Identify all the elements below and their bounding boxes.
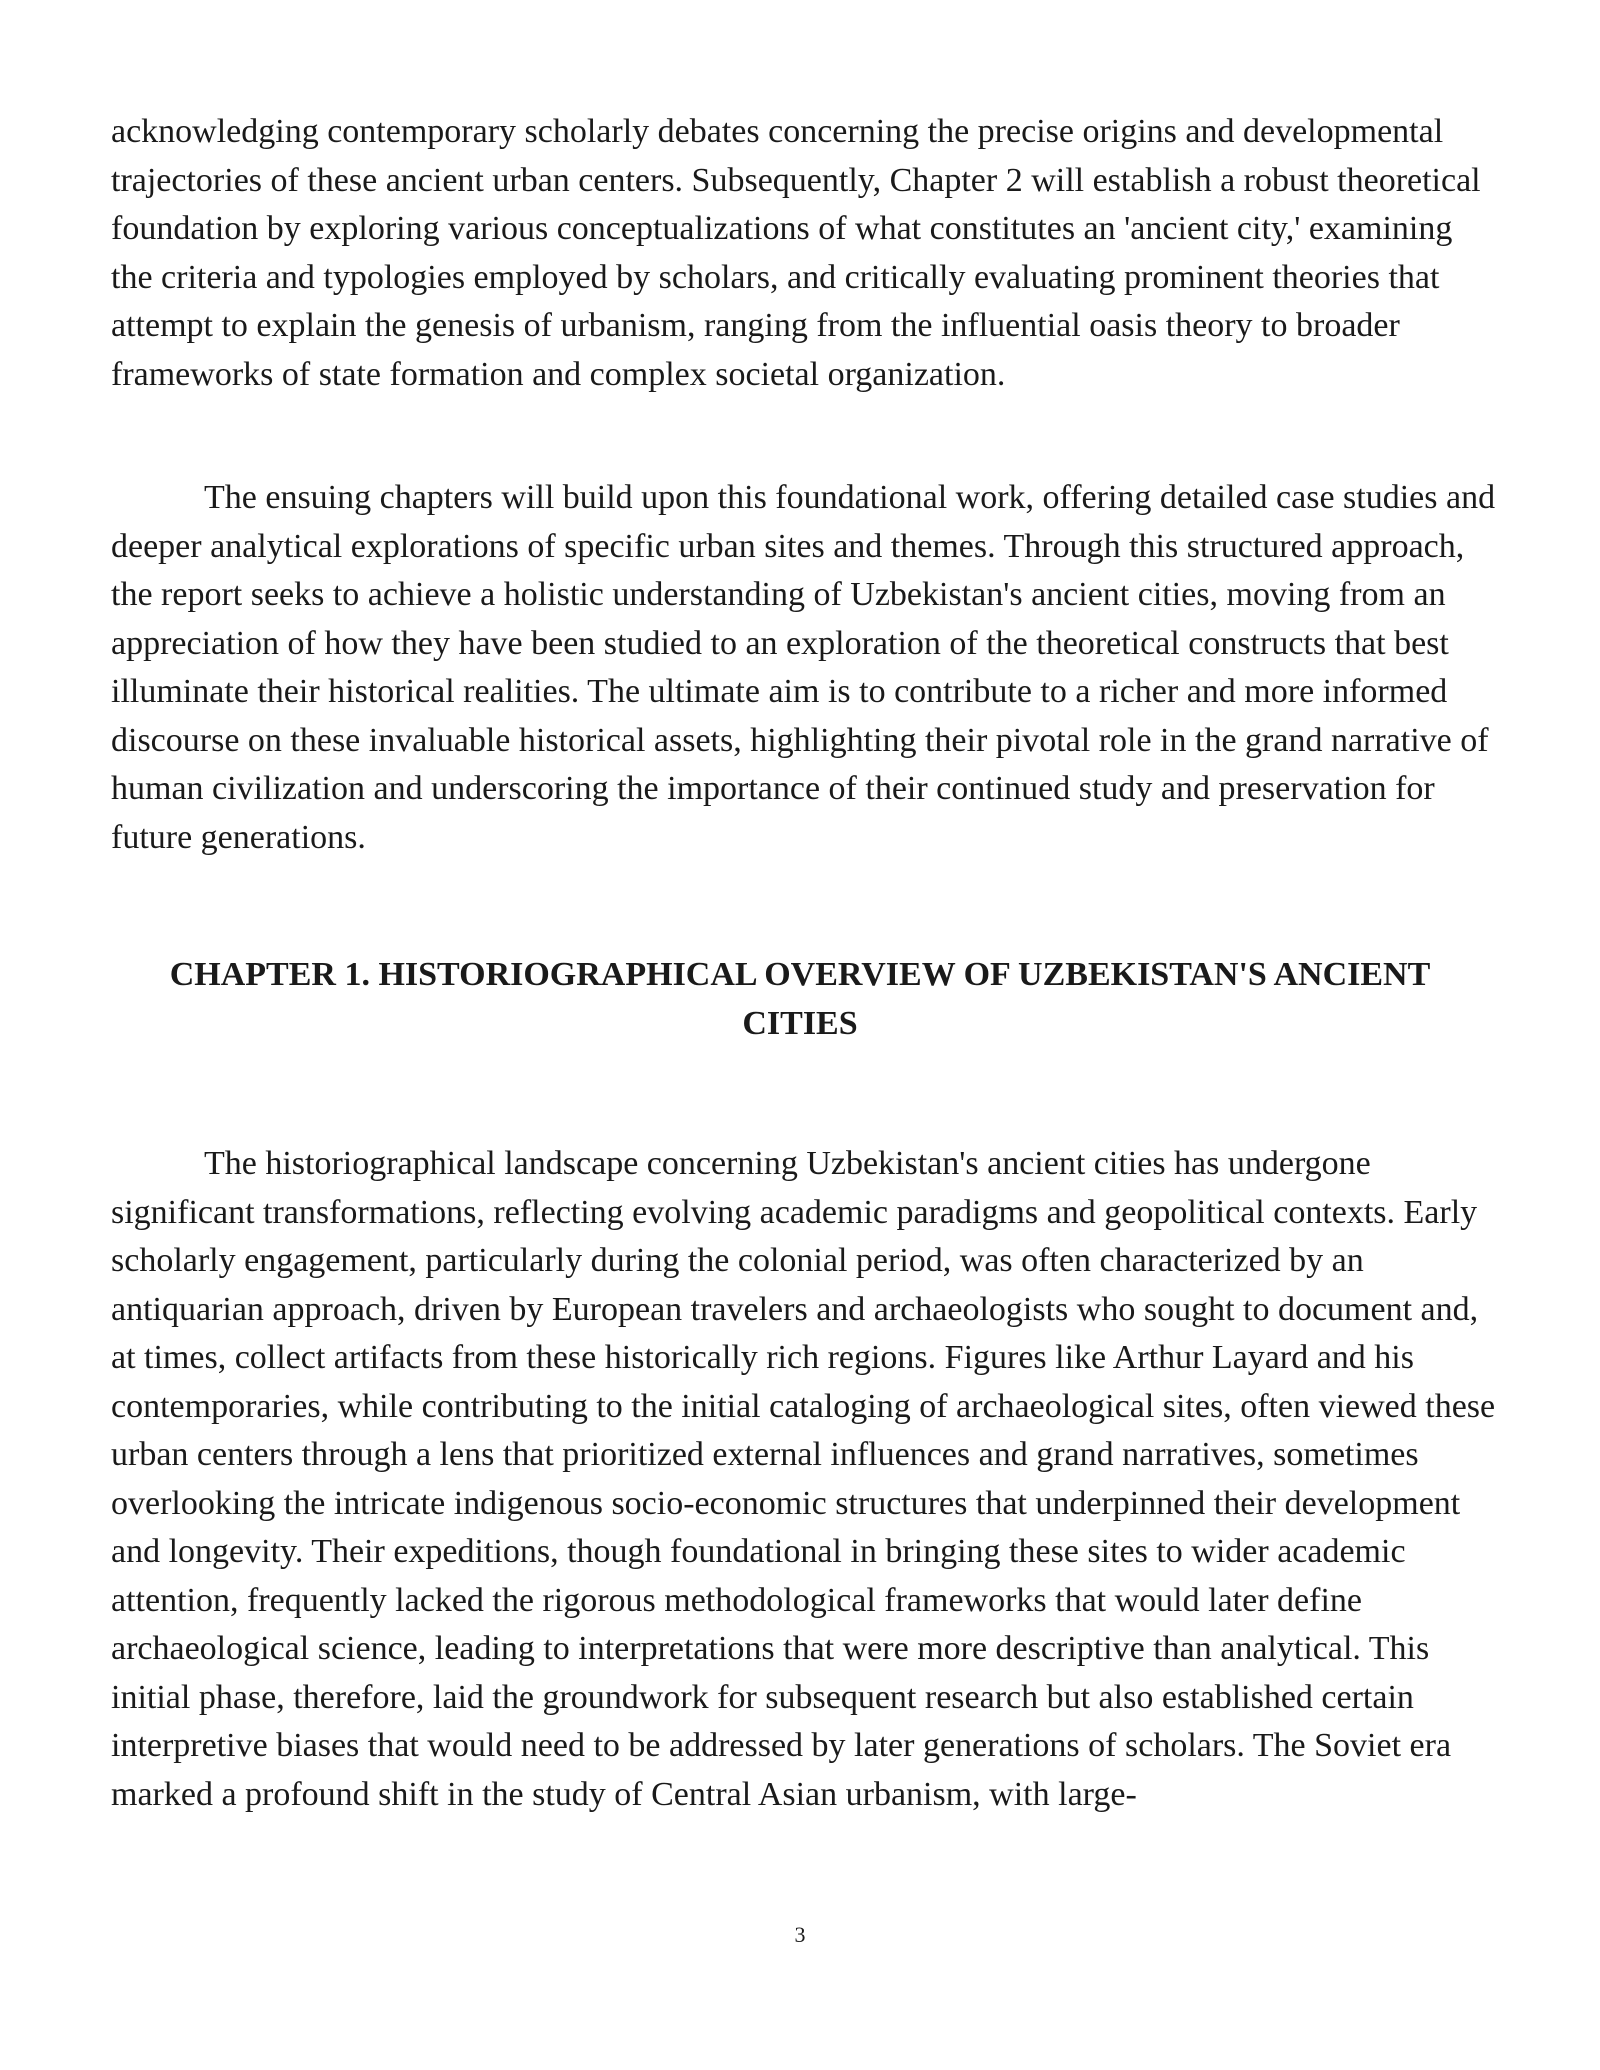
body-paragraph-1: acknowledging contemporary scholarly debates concerning the precise origins and developmental trajectories of these ancient urban centers. Subsequently, Chapter 2 will establish a robust theoretical foundation by exploring various conceptualizations of what constitutes an 'ancient city,' examining the criteria and typologies employed by scholars, and critically evaluating prominent theories that attempt to explain the genesis of urbanism, ranging from the influential oasis theory to broader frameworks of state formation and complex societal organization. [111, 113, 1481, 393]
body-paragraph-2: The ensuing chapters will build upon this foundational work, offering detailed case studies and deeper analytical explorations of specific urban sites and themes. Through this structured approach, the report seeks to achieve a holistic understanding of Uzbekistan's ancient cities, moving from an appreciation of how they have been studied to an exploration of the theoretical constructs that best illuminate their historical realities. The ultimate aim is to contribute to a richer and more informed discourse on these invaluable historical assets, highlighting their pivotal role in the grand narrative of human civilization and underscoring the importance of their continued study and preservation for future generations. [111, 479, 1496, 856]
chapter-heading: CHAPTER 1. HISTORIOGRAPHICAL OVERVIEW OF UZBEKISTAN'S ANCIENT CITIES [169, 956, 1431, 1042]
body-paragraph-3: The historiographical landscape concerning Uzbekistan's ancient cities has undergone significant transformations, reflecting evolving academic paradigms and geopolitical contexts. Early scholarly engagement, particularly during the colonial period, was often characterized by an antiquarian approach, driven by European travelers and archaeologists who sought to document and, at times, collect artifacts from these historically rich regions. Figures like Arthur Layard and his contemporaries, while contributing to the initial cataloging of archaeological sites, often viewed these urban centers through a lens that prioritized external influences and grand narratives, sometimes overlooking the intricate indigenous socio-economic structures that underpinned their development and longevity. Their expeditions, though foundational in bringing these sites to wider academic attention, frequently lacked the rigorous methodological frameworks that would later define archaeological science, leading to interpretations that were more descriptive than analytical. This initial phase, therefore, laid the groundwork for subsequent research but also established certain interpretive biases that would need to be addressed by later generations of scholars. The Soviet era marked a profound shift in the study of Central Asian urbanism, with large- [111, 1145, 1496, 1813]
page-number: 3 [794, 1922, 806, 1947]
